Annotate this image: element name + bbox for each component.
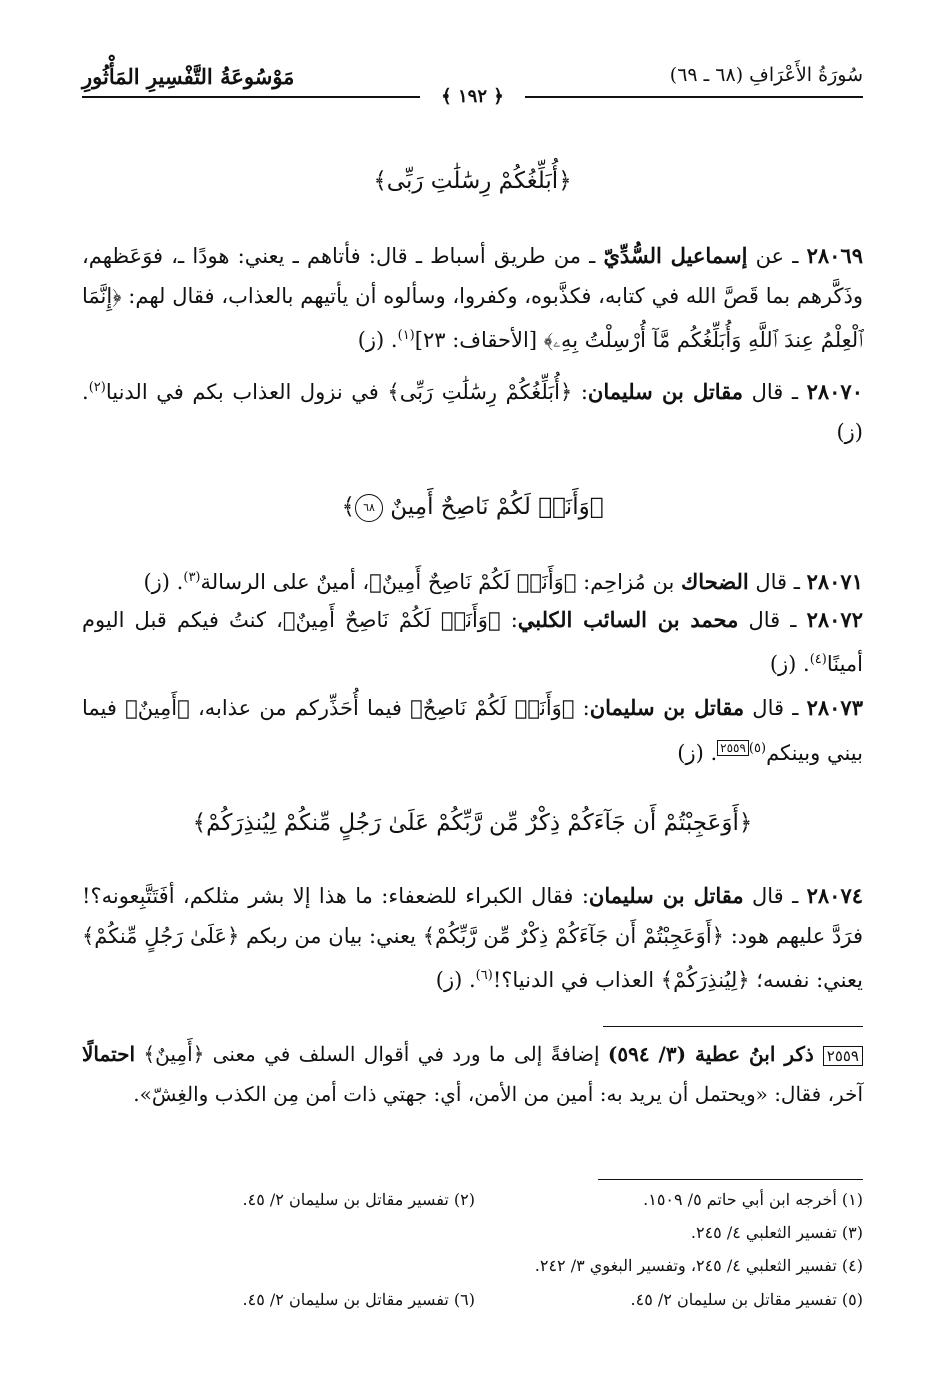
entry-number: ٢٨٠٧٣ (806, 695, 863, 720)
entry-prefix: ـ قال (748, 570, 807, 594)
footnote-ref: (٤) (809, 652, 827, 667)
note-emphasis: احتمالًا (82, 1042, 136, 1066)
footnote-ref: (٦) (475, 968, 493, 983)
hadith-entry (82, 688, 863, 773)
note-number-box: ٢٥٥٩ (823, 1046, 863, 1066)
note-source: (٣/ ٥٩٤) (607, 1042, 687, 1066)
hadith-entry (82, 236, 863, 360)
note-reference-box: ٢٥٥٩ (717, 740, 749, 756)
narrator-name: مقاتل بن سليمان (589, 695, 745, 720)
note-text: آخر، فقال: «ويحتمل أن يريد به: أمين من الأمن، أي: جهتي ذات أمن مِن الكذب والغِشّ». (133, 1082, 863, 1106)
note-lead: ذكر ابنُ عطية (686, 1042, 823, 1066)
verse-close: ﴾ (341, 494, 355, 520)
entry-number: ٢٨٠٧٠ (806, 379, 863, 404)
hadith-entry (82, 600, 863, 684)
footnote-separator (598, 1179, 863, 1180)
source-mark: . (ز) (769, 652, 810, 676)
entry-text: : ﴿وَأَنَا۠ لَكُمْ نَاصِحٌ أَمِينٌ﴾، كنتُ فيكم قبل اليوم أمينًا (82, 608, 863, 676)
note-text: إضافةً إلى ما ورد في أقوال السلف في معنى ﴿أَمِينٌ﴾ (135, 1042, 608, 1066)
entry-text: : فقال الكبراء للضعفاء: ما هذا إلا بشر مثلكم، أفَتَتَّبِعونه؟! فرَدَّ عليهم هود: ﴿أَوَعَجِبْتُمْ أَن جَآءَكُمْ ذِكْرٌ مِّن رَّبِّكُمْ﴾ يعني: بيان من ربكم ﴿عَلَىٰ رَجُلٍ مِّنكُمْ﴾ يعني: نفسه؛ ﴿لِيُنذِرَكُمْ﴾ العذاب في الدنيا؟! (82, 884, 863, 992)
hadith-entry (82, 876, 863, 1000)
entry-text: بن مُزاحِم: ﴿وَأَنَا۠ لَكُمْ نَاصِحٌ أَمِينٌ﴾، أمينٌ على الرسالة (200, 570, 681, 594)
source-mark: . (ز) (357, 328, 398, 352)
section-verse: ﴿أُبَلِّغُكُمْ رِسَٰلَٰتِ رَبِّى﴾ (373, 168, 572, 194)
entry-prefix: ـ قال (743, 884, 807, 908)
ayah-number-mark: ٦٨ (355, 494, 383, 522)
narrator-name: محمد بن السائب الكلبي (517, 607, 739, 632)
footnote-ref: (٥) (748, 741, 767, 756)
entry-prefix: ـ قال (738, 608, 807, 632)
source-mark: . (ز) (143, 570, 184, 594)
entry-text: : ﴿وَأَنَا۠ لَكُمْ نَاصِحٌ﴾ فيما أُحَذِّركم من عذابه، ﴿أَمِينٌ﴾ فيما بيني وبينكم (82, 696, 863, 765)
entry-prefix: ـ قال (744, 696, 807, 720)
footnote: (١) أخرجه ابن أبي حاتم ٥/ ١٥٠٩. (643, 1190, 863, 1209)
entry-number: ٢٨٠٧٢ (806, 607, 863, 632)
source-mark: . (ز) (677, 741, 718, 765)
page-number: ﴿ ١٩٢ ﴾ (420, 86, 525, 107)
footnote: (٦) تفسير مقاتل بن سليمان ٢/ ٤٥. (242, 1290, 475, 1309)
editor-note (82, 1035, 863, 1113)
footnote: (٥) تفسير مقاتل بن سليمان ٢/ ٤٥. (630, 1290, 863, 1309)
entry-text: ـ من طريق أسباط ـ قال: فأتاهم ـ يعني: هودًا ـ، فوَعَظهم، وذَكَّرهم بما قَصَّ الله في كتابه، فكذَّبوه، وكفروا، وسألوه أن يأتيهم بالعذاب، فقال لهم: ﴿إِنَّمَا ٱلْعِلْمُ عِندَ ٱللَّهِ وَأُبَلِّغُكُم مَّآ أُرْسِلْتُ بِهِۦ﴾ [الأحقاف: ٢٣] (82, 244, 863, 352)
source-mark: . (ز) (82, 380, 863, 444)
surah-title: سُورَةُ الأَعْرَافِ (٦٨ ـ ٦٩) (669, 64, 863, 86)
verse-text: ﴿وَأَنَا۠ لَكُمْ نَاصِحٌ أَمِينٌ (390, 494, 604, 520)
section-verse (82, 494, 863, 522)
note-separator (603, 1026, 863, 1027)
entry-number: ٢٨٠٧٤ (806, 883, 864, 908)
entry-text: : ﴿أُبَلِّغُكُمْ رِسَٰلَٰتِ رَبِّى﴾ في نزول العذاب بكم في الدنيا (105, 380, 588, 404)
entry-prefix: ـ قال (743, 380, 807, 404)
footnote: (٤) تفسير الثعلبي ٤/ ٢٤٥، وتفسير البغوي ٣/ ٢٤٢. (534, 1256, 863, 1275)
book-title: مَوْسُوعَةُ التَّفْسِيرِ المَأْثُورِ (82, 64, 295, 89)
hadith-entry (82, 558, 863, 602)
footnote-ref: (٣) (183, 570, 201, 585)
footnote: (٣) تفسير الثعلبي ٤/ ٢٤٥. (690, 1223, 863, 1242)
narrator-name: مقاتل بن سليمان (588, 883, 744, 908)
footnote: (٢) تفسير مقاتل بن سليمان ٢/ ٤٥. (242, 1190, 475, 1209)
narrator-name: مقاتل بن سليمان (587, 379, 744, 404)
narrator-name: إسماعيل السُّدِّيّ (603, 243, 748, 268)
footnote-ref: (١) (397, 328, 415, 343)
footnote-ref: (٢) (88, 380, 106, 395)
source-mark: . (ز) (435, 968, 476, 992)
entry-prefix: ـ عن (747, 244, 807, 268)
entry-number: ٢٨٠٦٩ (806, 243, 863, 268)
section-verse: ﴿أَوَعَجِبْتُمْ أَن جَآءَكُمْ ذِكْرٌ مِّن رَّبِّكُمْ عَلَىٰ رَجُلٍ مِّنكُمْ لِيُنذِرَكُمْ﴾ (192, 810, 753, 836)
hadith-entry (82, 368, 863, 452)
narrator-name: الضحاك (681, 569, 749, 594)
entry-number: ٢٨٠٧١ (806, 569, 863, 594)
